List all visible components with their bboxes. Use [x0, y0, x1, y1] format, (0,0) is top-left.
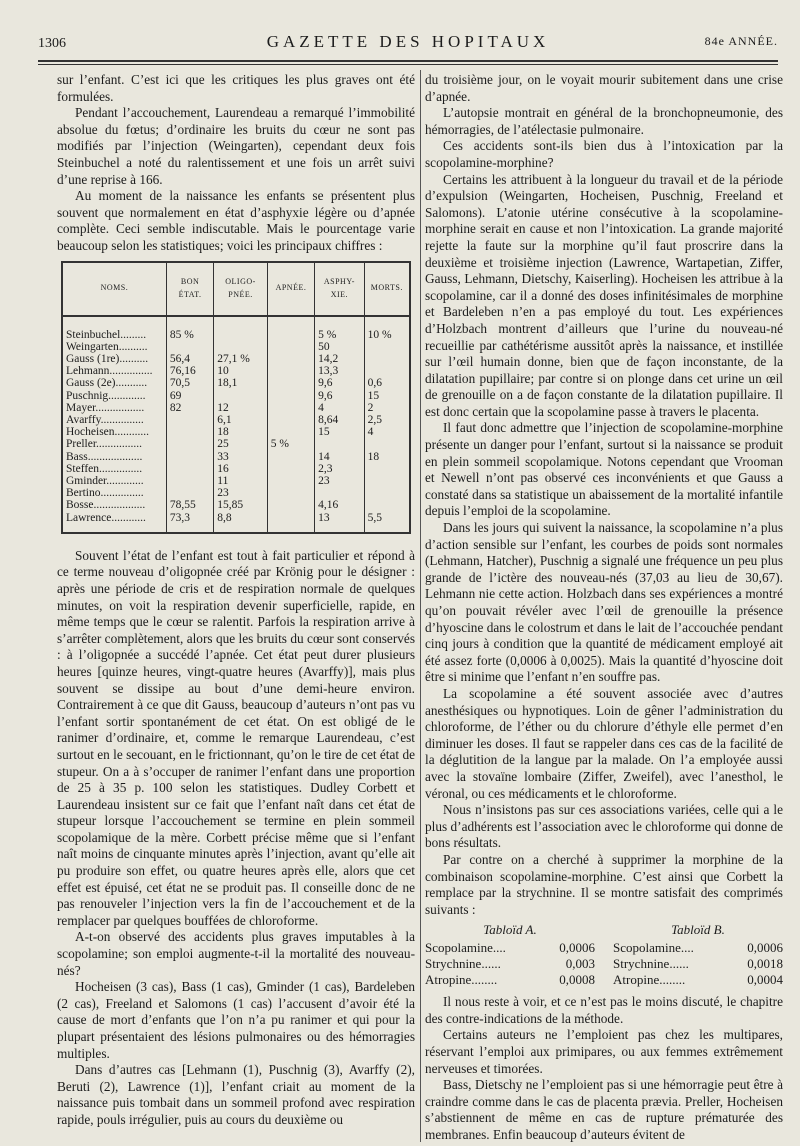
col-header-apnea: APNÉE.: [267, 262, 314, 316]
table-cell: [364, 438, 410, 450]
table-cell: 56,4: [166, 353, 213, 365]
table-cell: [214, 329, 267, 341]
paragraph: Au moment de la naissance les enfants se présentent plus souvent que normalement en état d’asphyxie légère ou d’apnée complète. Ceci semble indiscutable. Mais le pourcentage varie beaucoup selon les statistiques; voici les principaux chiffres :: [57, 188, 415, 253]
table-cell: Gminder.............: [66, 474, 144, 487]
table-cell: [166, 414, 213, 426]
table-cell: [166, 341, 213, 353]
table-row: [62, 414, 410, 426]
table-cell: 13: [315, 512, 364, 524]
table-cell: [267, 451, 314, 463]
table-cell: 23: [315, 475, 364, 487]
table-cell: 13,3: [315, 365, 364, 377]
table-cell: Lehmann...............: [66, 365, 153, 378]
paragraph: Bass, Dietschy ne l’emploient pas si une hémorragie peut être à craindre comme dans le cas de placenta prævia. Preller, Hocheisen s’abstiennent de même en cas de rupture prématurée des membranes. Enfin beaucoup d’auteurs évitent de: [425, 1077, 783, 1143]
table-row: [62, 390, 410, 402]
table-cell: [214, 390, 267, 402]
paragraph: Nous n’insistons pas sur ces associations variées, celle qui a le plus d’adhérents est l’association avec le chloroforme qui donne de bons résultats.: [425, 802, 783, 851]
table-cell: Hocheisen............: [66, 426, 150, 439]
table-cell: 78,55: [166, 499, 213, 511]
ingredient-name: Scopolamine....: [613, 940, 694, 956]
table-cell: 10 %: [364, 329, 410, 341]
column-divider: [420, 70, 421, 1142]
ingredient-dose: 0,003: [565, 956, 595, 972]
table-row: [62, 353, 410, 365]
tabloid-a-title: Tabloïd A.: [483, 922, 537, 938]
table-cell: 5,5: [364, 512, 410, 524]
table-cell: 8,64: [315, 414, 364, 426]
table-cell: 11: [214, 475, 267, 487]
ingredient-name: Strychnine......: [613, 956, 689, 972]
table-cell: 23: [214, 487, 267, 499]
table-cell: 0,6: [364, 377, 410, 389]
table-cell: 33: [214, 451, 267, 463]
table-cell: 69: [166, 390, 213, 402]
table-row: [62, 512, 410, 524]
table-cell: [267, 353, 314, 365]
table-cell: Weingarten..........: [66, 340, 148, 353]
table-cell: 25: [214, 438, 267, 450]
table-cell: 5 %: [267, 438, 314, 450]
table-cell: [364, 353, 410, 365]
table-header-row: [62, 262, 410, 316]
table-cell: [267, 377, 314, 389]
ingredient-dose: 0,0018: [747, 956, 783, 972]
table-cell: [267, 463, 314, 475]
table-cell: Mayer.................: [66, 401, 145, 414]
statistics-table: [61, 261, 411, 534]
ingredient-dose: 0,0004: [747, 972, 783, 988]
table-cell: [267, 499, 314, 511]
table-row: [62, 329, 410, 341]
tabloid-b-title: Tabloïd B.: [671, 922, 725, 938]
table-cell: 5 %: [315, 329, 364, 341]
col-header-names: NOMS.: [62, 262, 166, 316]
table-cell: [364, 365, 410, 377]
paragraph: sur l’enfant. C’est ici que les critiques les plus graves ont été formulées.: [57, 72, 415, 104]
right-column: [425, 72, 783, 1144]
table-cell: [267, 414, 314, 426]
table-cell: 9,6: [315, 377, 364, 389]
table-cell: 14,2: [315, 353, 364, 365]
table-cell: 2,3: [315, 463, 364, 475]
table-cell: [166, 438, 213, 450]
page-header: [38, 28, 778, 60]
journal-title: GAZETTE DES HOPITAUX: [266, 32, 550, 51]
table-cell: 50: [315, 341, 364, 353]
paragraph: Il nous reste à voir, et ce n’est pas le moins discuté, le chapitre des contre-indications de la méthode.: [425, 994, 783, 1026]
table-cell: Gauss (1re)..........: [66, 352, 149, 365]
paragraph: Dans d’autres cas [Lehmann (1), Puschnig (3), Avarffy (2), Beruti (2), Lawrence (1)], l’enfant criait au moment de la naissance puis tombait dans un sommeil profond avec respiration rapide, pouls irrégulier, puis au cours du deuxième ou: [57, 1062, 415, 1127]
table-row: [62, 438, 410, 450]
ingredient-name: Atropine........: [613, 972, 686, 988]
header-rule: [38, 60, 778, 62]
table-cell: 4: [364, 426, 410, 438]
table-cell: 8,8: [214, 512, 267, 524]
table-cell: [267, 487, 314, 499]
table-cell: 18,1: [214, 377, 267, 389]
col-header-good-state: BON ÉTAT.: [166, 262, 213, 316]
table-cell: 6,1: [214, 414, 267, 426]
formula-row: [613, 956, 783, 972]
ingredient-name: Atropine........: [425, 972, 498, 988]
table-cell: [166, 451, 213, 463]
table-cell: [166, 475, 213, 487]
formula-row: [613, 940, 783, 956]
table-cell: 10: [214, 365, 267, 377]
ingredient-dose: 0,0006: [747, 940, 783, 956]
paragraph: Certains les attribuent à la longueur du travail et de la période d’expulsion (Weingarten, Hocheisen, Puschnig, Freeland et Salomons). L’atonie utérine consécutive à la scopolamine-morphine serait en cause et non l’intoxication. La grande majorité rejette la faute sur la morphine qu’il faut proscrire dans la deuxième et troisième injection (Lawrence, Wartapetian, Ziffer, Gauss, Lehmann, Dietschy, Kaiserling). Hocheisen les attribue à la scopolamine, car il a donné des doses infinitésimales de morphine et Bardeleben n’en a pas employé du tout. Les expériences d’Holzbach montrent d’ailleurs que l’urine du nouveau-né recueillie par cathétérisme aussitôt après la naissance, et instillée sur l’œil humain donne, bien que de façon inconstante, de la dilatation pupillaire; par contre si on plonge dans cet urine un œil de grenouille on a de façon constante de la dilatation pupillaire. Il est donc certain que la scopolamine passe à travers le placenta.: [425, 171, 783, 419]
table-cell: [267, 329, 314, 341]
table-cell: 14: [315, 451, 364, 463]
table-row: [62, 451, 410, 463]
formula-row: [425, 972, 595, 988]
table-cell: Bosse..................: [66, 499, 146, 512]
formula-row: [425, 956, 595, 972]
table-cell: [166, 487, 213, 499]
tabloid-formulas: [425, 922, 783, 988]
paragraph: L’autopsie montrait en général de la bronchopneumonie, des hémorragies, de l’atélectasie pulmonaire.: [425, 105, 783, 137]
table-cell: 85 %: [166, 329, 213, 341]
paragraph: Hocheisen (3 cas), Bass (1 cas), Gminder (1 cas), Bardeleben (2 cas), Freeland et Salomons (1 cas) l’accusent d’avoir été la cause de mort d’enfants que l’on n’a pu ranimer et qui pour la plupart présentaient des lésions pulmonaires ou des hémorragies multiples.: [57, 979, 415, 1061]
ingredient-name: Strychnine......: [425, 956, 501, 972]
table-cell: [166, 463, 213, 475]
table-cell: [267, 512, 314, 524]
left-column: [57, 72, 415, 1129]
table-cell: [267, 475, 314, 487]
header-rule-thin: [38, 64, 778, 65]
paragraph: Certains auteurs ne l’emploient pas chez les multipares, réservant l’emploi aux primipares, ou aux femmes extrêmement nerveuses et timorées.: [425, 1027, 783, 1076]
table-cell: 16: [214, 463, 267, 475]
paragraph: Il faut donc admettre que l’injection de scopolamine-morphine présente un danger pour l’enfant, surtout si la naissance se produit en plein sommeil scopolamique. Notons cependant que Vrooman et Newell n’ont pas observé ces inconvénients et que Gauss a constaté dans sa statistique un abaissement de la mortalité infantile depuis l’emploi de la scopolamine.: [425, 420, 783, 519]
table-cell: [267, 426, 314, 438]
ingredient-dose: 0,0006: [559, 940, 595, 956]
table-row: [62, 426, 410, 438]
table-cell: [364, 487, 410, 499]
table-row: [62, 365, 410, 377]
table-cell: 2: [364, 402, 410, 414]
table-body: [62, 316, 410, 533]
table-cell: [364, 341, 410, 353]
table-cell: [364, 475, 410, 487]
tabloid-b: [613, 922, 783, 988]
table-cell: 15: [364, 390, 410, 402]
formula-row: [425, 940, 595, 956]
table-cell: 18: [364, 451, 410, 463]
table-cell: Bertino...............: [66, 487, 144, 500]
table-cell: [267, 365, 314, 377]
paragraph: Souvent l’état de l’enfant est tout à fait particulier et répond à ce terme nouveau d’oligopnée créé par Krönig pour le désigner : après une période de cris et de respiration normale de quelques minutes, on voit la respiration devenir superficielle, rapide, en même temps que le cœur se ralentit. Parfois la respiration arrive à s’arrêter complètement, alors que les bruits du cœur sont conservés : à l’oligopnée a succédé l’apnée. Cet état peut durer plusieurs heures [quinze heures, vingt-quatre heures (Avarffy)], mais plus souvent se dissipe au bout d’une demi-heure environ. Contrairement à ce que dit Gauss, beaucoup d’auteurs n’ont pas vu l’enfant sortir spontanément de cet état. On est obligé de le ranimer d’ordinaire, et, comme le remarque Laurendeau, c’est surtout en le secouant, en le frictionnant, qu’on le tire de cet état de stupeur. On a à s’occuper de ranimer l’enfant dans une proportion de 25 à 35 p. 100 selon les statistiques. Dudley Corbett et Laurendeau insistent sur ce fait que l’enfant naît dans cet état de stupeur lorsque l’accouchement se termine en plein sommeil scopolamique de la mère. Corbett précise même que si l’enfant naît moins de cinquante minutes après l’injection, avant qu’elle ait pu produire son effet, ou quatre heures après elle, alors que cet effet est épuisé, cet état ne se produit pas. Il conseille donc de ne pas renouveler l’injection vers la fin de l’accouchement et de la remplacer par quelques bouffées de chloroforme.: [57, 547, 415, 928]
paragraph: Pendant l’accouchement, Laurendeau a remarqué l’immobilité absolue du fœtus; d’ordinaire les bruits du cœur ne sont pas modifiés par l’injection (Weingarten), cependant deux fois Steinbuchel a noté du ralentissement et une fois un arrêt suivi d’une reprise à 166.: [57, 105, 415, 187]
table-row: [62, 402, 410, 414]
table-row: [62, 377, 410, 389]
paragraph: du troisième jour, on le voyait mourir subitement dans une crise d’apnée.: [425, 72, 783, 104]
table-cell: 15,85: [214, 499, 267, 511]
col-header-asphyxia: ASPHY-XIE.: [315, 262, 364, 316]
table-cell: Preller................: [66, 438, 143, 451]
table-cell: Bass...................: [66, 450, 143, 463]
table-cell: [315, 487, 364, 499]
table-cell: Lawrence............: [66, 511, 146, 524]
table-cell: [166, 426, 213, 438]
table-spacer: [62, 316, 410, 329]
table-cell: 15: [315, 426, 364, 438]
table-cell: 12: [214, 402, 267, 414]
table-cell: Steinbuchel.........: [66, 328, 147, 341]
table-cell: Gauss (2e)...........: [66, 377, 148, 390]
table-cell: Puschnig.............: [66, 389, 146, 402]
table-cell: 4: [315, 402, 364, 414]
paragraph: A-t-on observé des accidents plus graves imputables à la scopolamine; son emploi augmente-t-il la mortalité des nouveau-nés?: [57, 929, 415, 978]
table-cell: 82: [166, 402, 213, 414]
table-row: [62, 499, 410, 511]
table-cell: 70,5: [166, 377, 213, 389]
table-cell: Avarffy...............: [66, 413, 144, 426]
table-cell: 18: [214, 426, 267, 438]
table-spacer: [62, 524, 410, 533]
table-cell: 73,3: [166, 512, 213, 524]
table-cell: 2,5: [364, 414, 410, 426]
table-cell: Steffen...............: [66, 462, 143, 475]
paragraph: Par contre on a cherché à supprimer la morphine de la combinaison scopolamine-morphine. C’est ainsi que Corbett la remplace par la strychnine. Il se montre satisfait des comprimés suivants :: [425, 851, 783, 917]
ingredient-name: Scopolamine....: [425, 940, 506, 956]
col-header-deaths: MORTS.: [364, 262, 410, 316]
ingredient-dose: 0,0008: [559, 972, 595, 988]
table-row: [62, 475, 410, 487]
tabloid-a: [425, 922, 595, 988]
table-cell: [267, 390, 314, 402]
paragraph: Dans les jours qui suivent la naissance, la scopolamine n’a plus d’action sensible sur l’enfant, les courbes de poids sont normales (Lehmann, Hatcher), Puschnig a signalé une fréquence un peu plus grande de l’ictère des nouveau-nés (37,03 au lieu de 30,67). Lehmann nie cette action. Holzbach dans ses expériences a montré qu’on pouvait révéler avec l’œil de grenouille la présence d’hyoscine dans le colostrum et dans le lait de l’accouchée pendant cinq jours à condition que la quantité de médicament employé ait été assez forte (0,0006 à 0,0025). Mais la quantité d’hyoscine doit être si minime que l’enfant n’en souffre pas.: [425, 520, 783, 685]
table-cell: [364, 463, 410, 475]
table-cell: [267, 402, 314, 414]
table-cell: 9,6: [315, 390, 364, 402]
paragraph: La scopolamine a été souvent associée avec d’autres anesthésiques ou hypnotiques. Loin de gêner l’administration du chloroforme, de l’éther ou du chlorure d’éthyle elle permet d’en diminuer les doses. Il faut se rappeler dans ces cas de la facilité de la déglutition de la langue par la malade. On l’a employée aussi avec la stovaïne lombaire (Ziffer, Zweifel), avec l’anesthol, le véronal, ou ces médicaments et le chloroforme.: [425, 685, 783, 801]
formula-row: [613, 972, 783, 988]
col-header-oligopnea: OLIGO-PNÉE.: [214, 262, 267, 316]
year-label: 84e ANNÉE.: [704, 34, 778, 48]
paragraph: Ces accidents sont-ils bien dus à l’intoxication par la scopolamine-morphine?: [425, 138, 783, 170]
table-cell: 27,1 %: [214, 353, 267, 365]
table-cell: 76,16: [166, 365, 213, 377]
table-cell: 4,16: [315, 499, 364, 511]
table-cell: [315, 438, 364, 450]
table-row: [62, 341, 410, 353]
table-row: [62, 487, 410, 499]
table-cell: [364, 499, 410, 511]
table-cell: [267, 341, 314, 353]
page-number: 1306: [38, 36, 66, 51]
table-row: [62, 463, 410, 475]
table-cell: [214, 341, 267, 353]
